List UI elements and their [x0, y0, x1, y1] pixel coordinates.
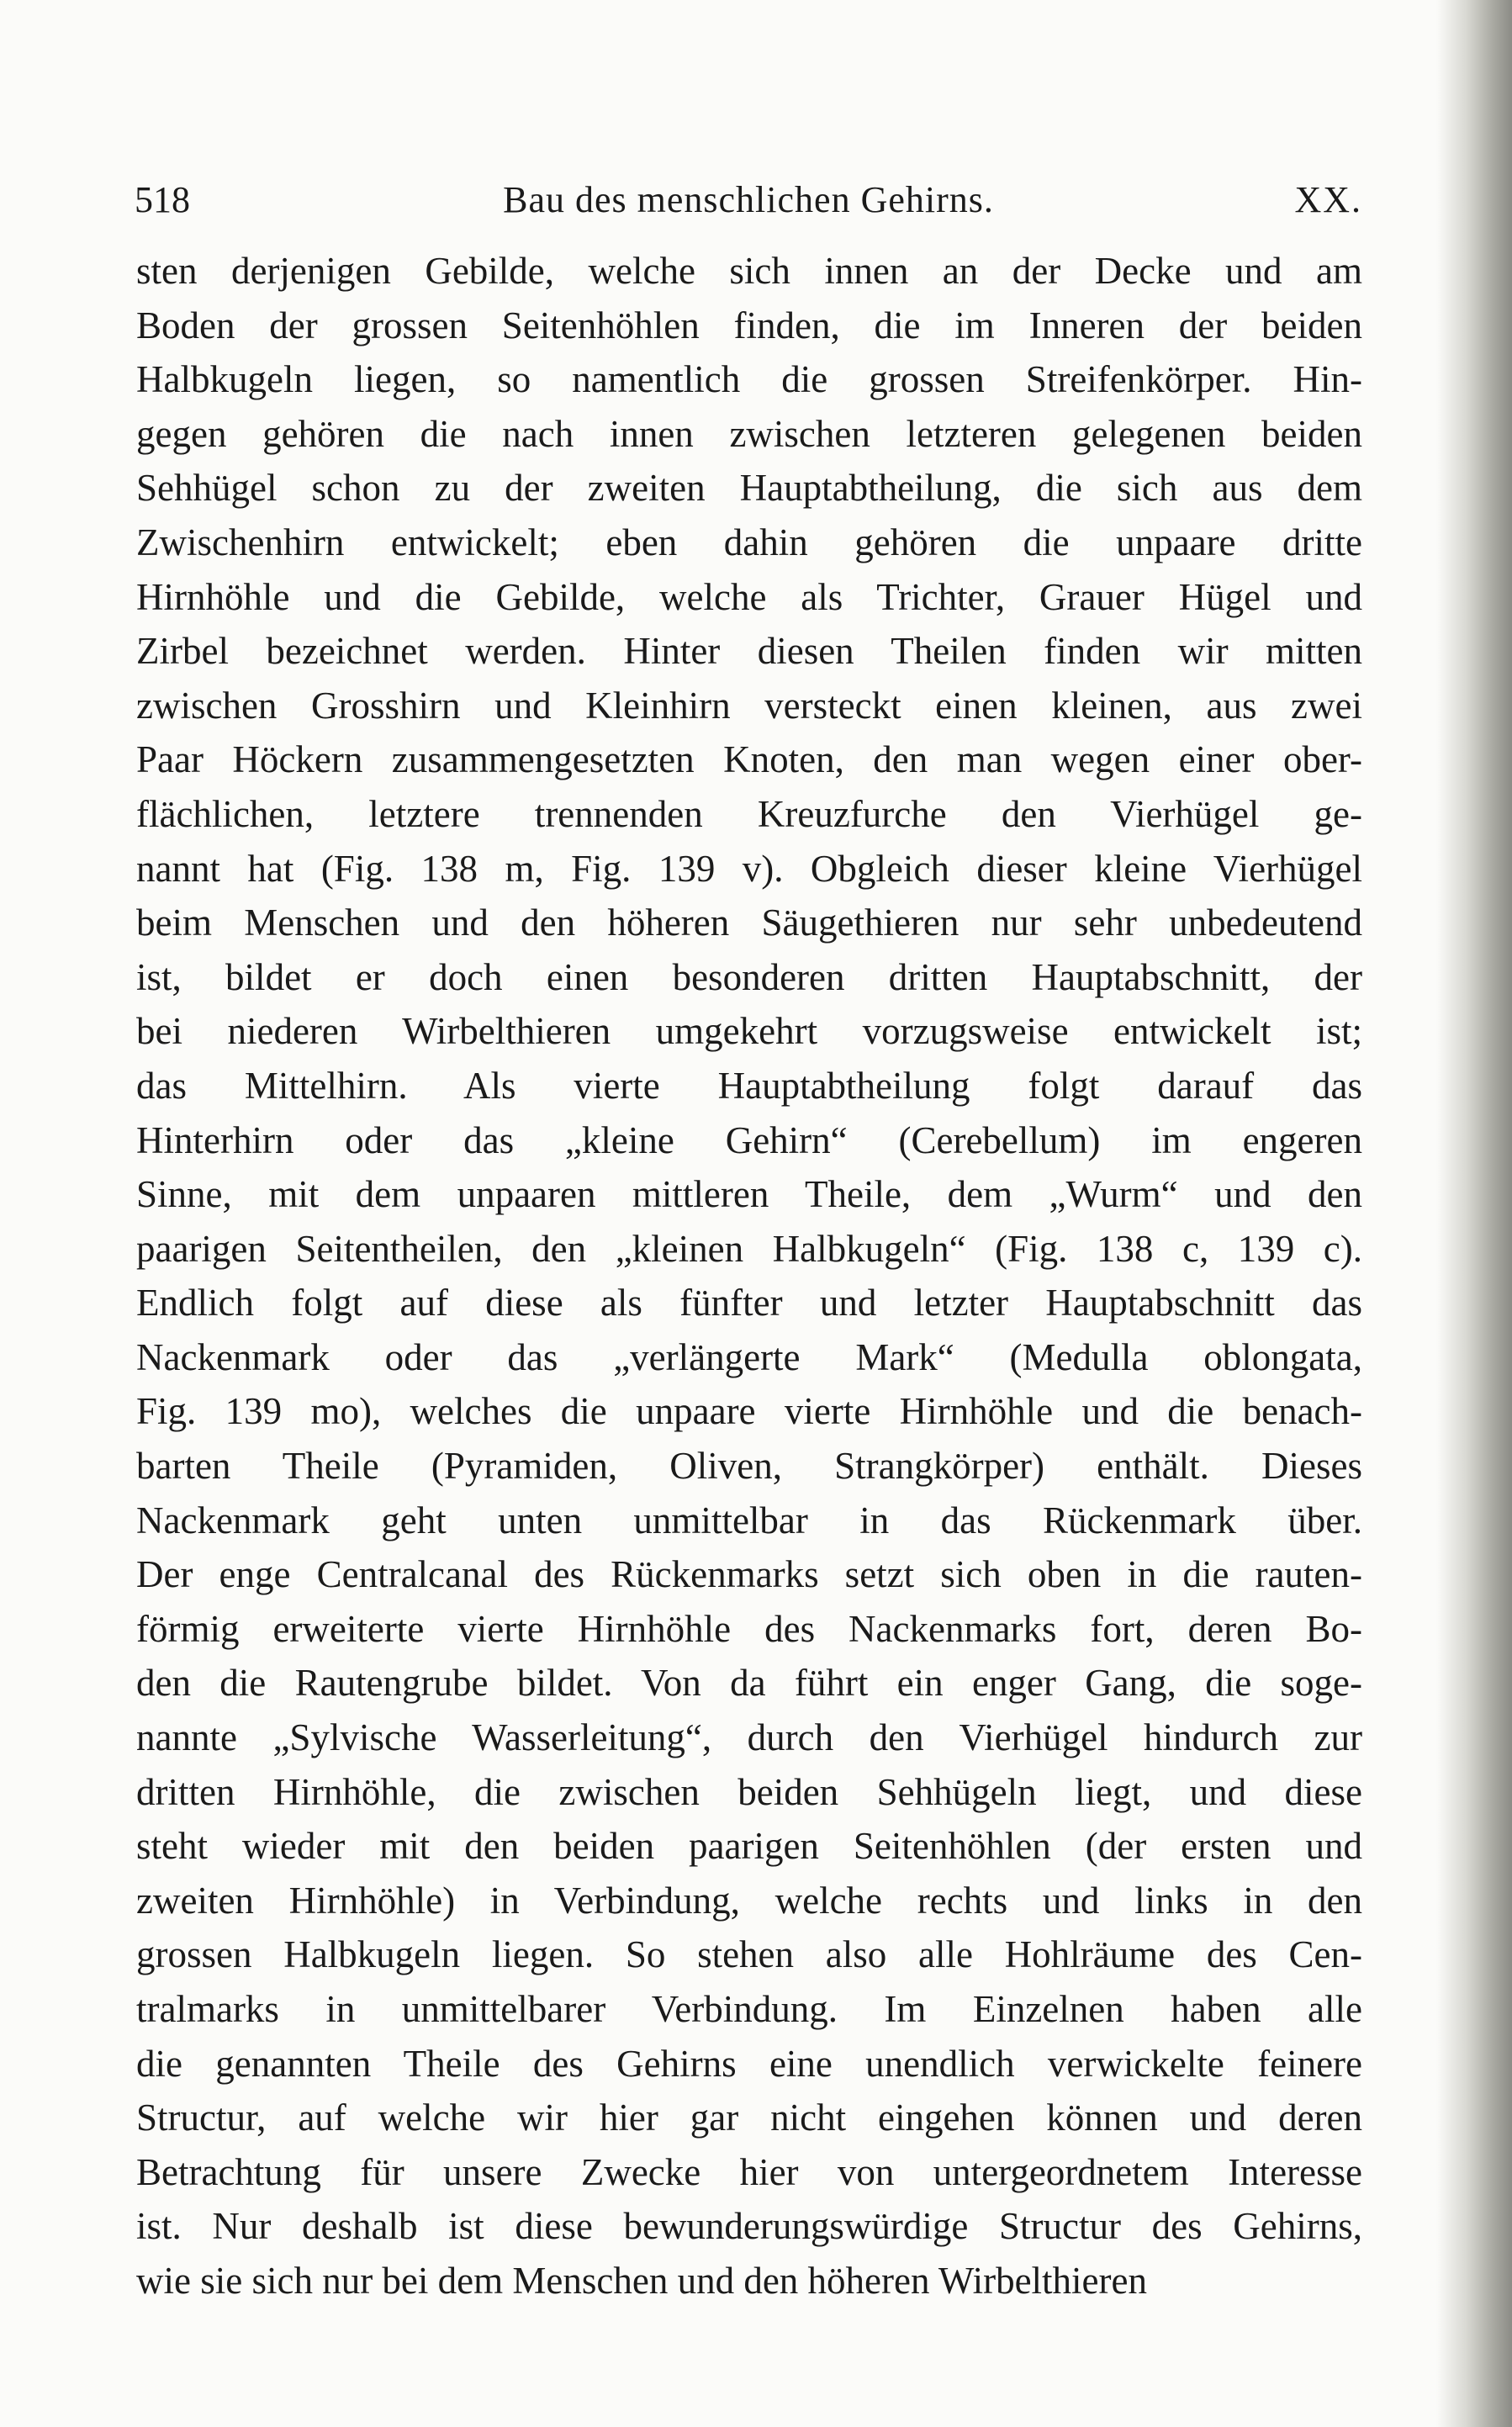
text-line: Sinne, mit dem unpaaren mittleren Theile, dem „Wurm“ und den [136, 1173, 1362, 1216]
text-line: wie sie sich nur bei dem Menschen und den höheren Wirbelthieren [136, 2259, 1147, 2302]
text-line: dritten Hirnhöhle, die zwischen beiden Sehhügeln liegt, und diese [136, 1770, 1362, 1813]
text-line: gegen gehören die nach innen zwischen letzteren gelegenen beiden [136, 412, 1362, 455]
text-line: Endlich folgt auf diese als fünfter und letzter Hauptabschnitt das [136, 1282, 1362, 1325]
text-line: beim Menschen und den höheren Säugethieren nur sehr unbedeutend [136, 902, 1362, 944]
text-line: ist, bildet er doch einen besonderen dritten Hauptabschnitt, der [136, 955, 1362, 998]
text-line: zwischen Grosshirn und Kleinhirn versteckt einen kleinen, aus zwei [136, 684, 1362, 727]
text-line: Betrachtung für unsere Zwecke hier von untergeordnetem Interesse [136, 2150, 1362, 2193]
text-line: Zirbel bezeichnet werden. Hinter diesen Theilen finden wir mitten [136, 630, 1362, 673]
text-line: Nackenmark oder das „verlängerte Mark“ (Medulla oblongata, [136, 1335, 1362, 1378]
body-text [136, 244, 1362, 2308]
text-line: Halbkugeln liegen, so namentlich die grossen Streifenkörper. Hin- [136, 358, 1362, 401]
text-line: barten Theile (Pyramiden, Oliven, Strangkörper) enthält. Dieses [136, 1445, 1362, 1488]
text-line: paarigen Seitentheilen, den „kleinen Halbkugeln“ (Fig. 138 c, 139 c). [136, 1227, 1362, 1270]
page-edge-shadow [1436, 0, 1512, 2427]
text-line: die genannten Theile des Gehirns eine unendlich verwickelte feinere [136, 2042, 1362, 2085]
text-line: sten derjenigen Gebilde, welche sich innen an der Decke und am [136, 250, 1362, 292]
text-line: Der enge Centralcanal des Rückenmarks setzt sich oben in die rauten- [136, 1553, 1362, 1596]
text-line: Zwischenhirn entwickelt; eben dahin gehören die unpaare dritte [136, 521, 1362, 563]
text-line: flächlichen, letztere trennenden Kreuzfurche den Vierhügel ge- [136, 792, 1362, 835]
page-number: 518 [135, 179, 190, 220]
text-line: den die Rautengrube bildet. Von da führt ein enger Gang, die soge- [136, 1662, 1362, 1705]
running-header [135, 175, 1362, 225]
text-line: Structur, auf welche wir hier gar nicht eingehen können und deren [136, 2097, 1362, 2139]
chapter-number: XX. [1294, 179, 1362, 220]
text-line: nannt hat (Fig. 138 m, Fig. 139 v). Obgleich dieser kleine Vierhügel [136, 847, 1362, 890]
text-line: Paar Höckern zusammengesetzten Knoten, den man wegen einer ober- [136, 738, 1362, 781]
text-line: Hinterhirn oder das „kleine Gehirn“ (Cerebellum) im engeren [136, 1118, 1362, 1161]
text-line: grossen Halbkugeln liegen. So stehen also alle Hohlräume des Cen- [136, 1933, 1362, 1976]
text-line: Fig. 139 mo), welches die unpaare vierte Hirnhöhle und die benach- [136, 1390, 1362, 1433]
text-line: zweiten Hirnhöhle) in Verbindung, welche rechts und links in den [136, 1879, 1362, 1922]
text-line: bei niederen Wirbelthieren umgekehrt vorzugsweise entwickelt ist; [136, 1010, 1362, 1053]
running-title: Bau des menschlichen Gehirns. [503, 179, 994, 220]
text-line: nannte „Sylvische Wasserleitung“, durch den Vierhügel hindurch zur [136, 1716, 1362, 1759]
text-line: förmig erweiterte vierte Hirnhöhle des Nackenmarks fort, deren Bo- [136, 1607, 1362, 1650]
text-line: Boden der grossen Seitenhöhlen finden, die im Inneren der beiden [136, 304, 1362, 346]
text-line: ist. Nur deshalb ist diese bewunderungswürdige Structur des Gehirns, [136, 2205, 1362, 2248]
text-line: Nackenmark geht unten unmittelbar in das Rückenmark über. [136, 1499, 1362, 1541]
text-line: Hirnhöhle und die Gebilde, welche als Trichter, Grauer Hügel und [136, 575, 1362, 618]
text-line: steht wieder mit den beiden paarigen Seitenhöhlen (der ersten und [136, 1825, 1362, 1868]
text-line: Sehhügel schon zu der zweiten Hauptabtheilung, die sich aus dem [136, 467, 1362, 510]
text-line: tralmarks in unmittelbarer Verbindung. Im Einzelnen haben alle [136, 1988, 1362, 2030]
text-line: das Mittelhirn. Als vierte Hauptabtheilung folgt darauf das [136, 1064, 1362, 1107]
